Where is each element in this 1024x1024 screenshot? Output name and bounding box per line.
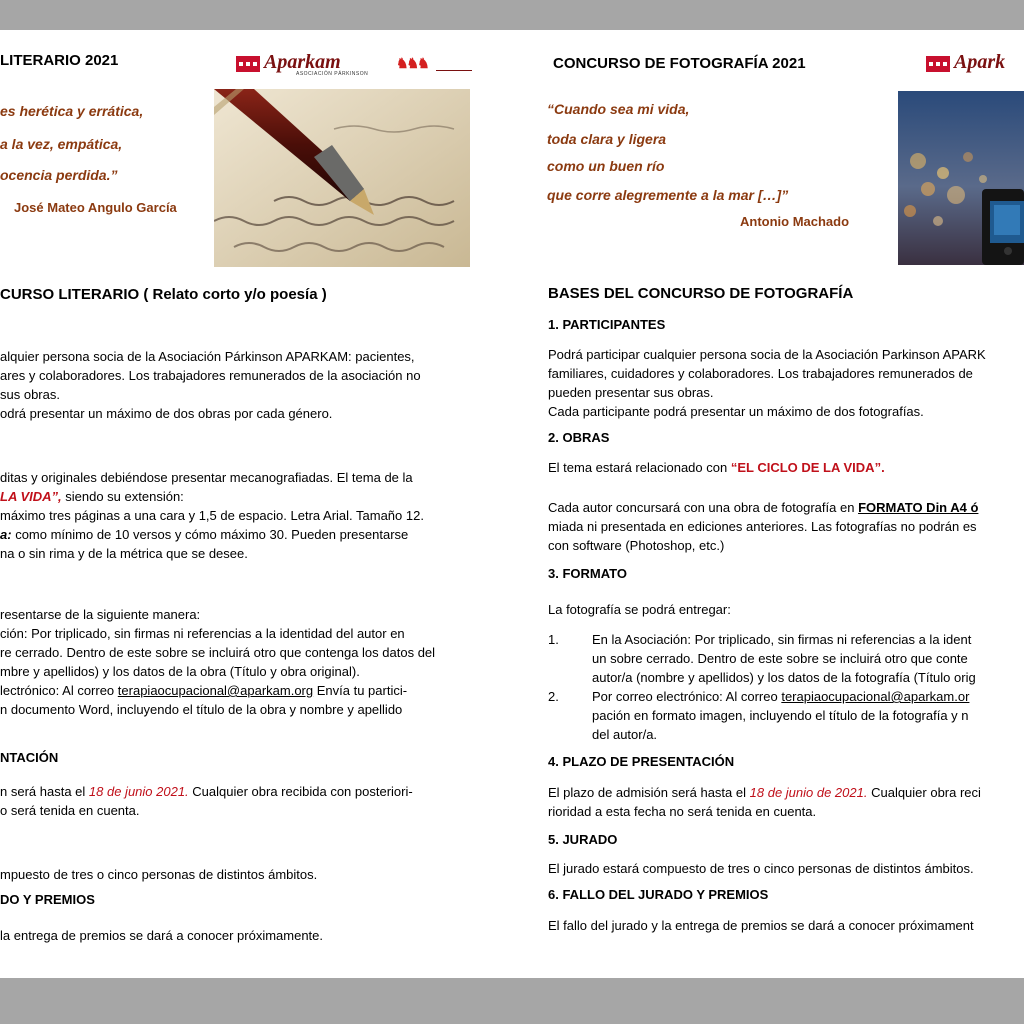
photography-header-title: CONCURSO DE FOTOGRAFÍA 2021 [553, 55, 806, 72]
text-line: alquier persona socia de la Asociación Párkinson APARKAM: pacientes, [0, 349, 415, 364]
text-fragment: n será hasta el [0, 784, 86, 799]
text-line: mbre y apellidos) y los datos de la obra (Título y obra original). [0, 664, 360, 679]
text-line [0, 681, 407, 700]
text-line: Cada participante podrá presentar un máximo de dos fotografías. [548, 404, 924, 419]
quote-line: es herética y errática, [0, 103, 144, 119]
deadline-date: 18 de junio de 2021. [749, 785, 868, 800]
text-line: ditas y originales debiéndose presentar mecanografiadas. El tema de la [0, 470, 413, 485]
text-line: La fotografía se podrá entregar: [548, 602, 731, 617]
text-line [548, 458, 885, 477]
quote-line: como un buen río [547, 158, 665, 174]
format-title: 3. FORMATO [548, 566, 627, 581]
quote-line: “Cuando sea mi vida, [547, 101, 690, 117]
quote-author: Antonio Machado [740, 214, 850, 229]
poetry-prefix: a: [0, 527, 12, 542]
text-fragment: El tema estará relacionado con [548, 460, 728, 475]
literary-bases-title: CURSO LITERARIO ( Relato corto y/o poesía ) [0, 286, 327, 303]
jury-title: 5. JURADO [548, 832, 618, 847]
text-line: con software (Photoshop, etc.) [548, 538, 725, 553]
logo-name: Aparkam [264, 51, 341, 73]
text-line: odrá presentar un máximo de dos obras por cada género. [0, 406, 333, 421]
text-fragment: Envía tu partici- [316, 683, 408, 698]
quote-line: a la vez, empática, [0, 136, 123, 152]
text-line: sus obras. [0, 387, 60, 402]
list-number: 2. [548, 689, 559, 704]
text-line: n documento Word, incluyendo el título de la obra y nombre y apellido [0, 702, 403, 717]
theme-highlight: LA VIDA”, [0, 489, 62, 504]
text-line: miada ni presentada en ediciones anteriores. Las fotografías no podrán es [548, 519, 977, 534]
text-line [548, 498, 978, 517]
text-fragment: lectrónico: Al correo [0, 683, 115, 698]
text-line: rioridad a esta fecha no será tenida en cuenta. [548, 804, 817, 819]
prizes-title: 6. FALLO DEL JURADO Y PREMIOS [548, 887, 769, 902]
theme-highlight: “EL CICLO DE LA VIDA”. [730, 460, 885, 475]
text-line [0, 487, 184, 506]
text-line: del autor/a. [592, 727, 658, 742]
text-fragment: Por correo electrónico: Al correo [592, 689, 778, 704]
text-line: un sobre cerrado. Dentro de este sobre se incluirá otro que conte [592, 651, 968, 666]
text-fragment: Cada autor concursará con una obra de fotografía en [548, 500, 855, 515]
people-figures-icon: ♞♞♞ [396, 55, 428, 71]
brochure-sheet [0, 30, 1024, 978]
text-line [0, 525, 408, 544]
logo-name: Apark [954, 51, 1006, 73]
text-line: na o sin rima y de la métrica que se desee. [0, 546, 248, 561]
text-line: En la Asociación: Por triplicado, sin firmas ni referencias a la ident [592, 632, 972, 647]
text-line: mpuesto de tres o cinco personas de distintos ámbitos. [0, 867, 318, 882]
literary-header-title: LITERARIO 2021 [0, 52, 119, 69]
text-fragment: como mínimo de 10 versos y cómo máximo 30. Pueden presentarse [15, 527, 409, 542]
email-link[interactable]: terapiaocupacional@aparkam.or [781, 689, 970, 704]
text-line [592, 687, 969, 706]
text-line: Podrá participar cualquier persona socia de la Asociación Parkinson APARK [548, 347, 986, 362]
text-line: familiares, cuidadores y colaboradores. Los trabajadores remunerados de [548, 366, 973, 381]
email-link[interactable]: terapiaocupacional@aparkam.org [117, 683, 314, 698]
text-line: o será tenida en cuenta. [0, 803, 140, 818]
text-line: la entrega de premios se dará a conocer próximamente. [0, 928, 324, 943]
list-number: 1. [548, 632, 559, 647]
prizes-title: DO Y PREMIOS [0, 892, 95, 907]
text-line: máximo tres páginas a una cara y 1,5 de espacio. Letra Arial. Tamaño 12. [0, 508, 424, 523]
works-title: 2. OBRAS [548, 430, 610, 445]
aparkam-logo [236, 51, 472, 77]
text-line [0, 782, 413, 801]
photography-bases-title: BASES DEL CONCURSO DE FOTOGRAFÍA [548, 285, 854, 302]
text-line: re cerrado. Dentro de este sobre se incluirá otro que contenga los datos del [0, 645, 436, 660]
literary-panel [0, 30, 520, 978]
text-fragment: siendo su extensión: [65, 489, 184, 504]
text-line: El jurado estará compuesto de tres o cinco personas de distintos ámbitos. [548, 861, 974, 876]
deadline-date: 18 de junio 2021. [88, 784, 189, 799]
photography-panel [520, 30, 1024, 978]
text-line: ción: Por triplicado, sin firmas ni referencias a la identidad del autor en [0, 626, 405, 641]
deadline-title: NTACIÓN [0, 750, 59, 765]
text-line: pueden presentar sus obras. [548, 385, 714, 400]
text-line: pación en formato imagen, incluyendo el título de la fotografía y n [592, 708, 969, 723]
quote-line: toda clara y ligera [547, 131, 667, 147]
format-highlight: FORMATO Din A4 ó [858, 500, 979, 515]
text-fragment: Cualquier obra recibida con posteriori- [192, 784, 413, 799]
text-line [548, 783, 981, 802]
quote-author: José Mateo Angulo García [14, 200, 177, 215]
camera-photo [898, 91, 1024, 265]
participants-title: 1. PARTICIPANTES [548, 317, 666, 332]
logo-subtitle: ASOCIACIÓN PÁRKINSON [296, 71, 369, 77]
text-fragment: Cualquier obra reci [871, 785, 981, 800]
text-line: El fallo del jurado y la entrega de premios se dará a conocer próximament [548, 918, 974, 933]
text-line: ares y colaboradores. Los trabajadores remunerados de la asociación no [0, 368, 421, 383]
deadline-title: 4. PLAZO DE PRESENTACIÓN [548, 754, 735, 769]
fountain-pen-photo [214, 89, 470, 267]
text-line: resentarse de la siguiente manera: [0, 607, 201, 622]
text-line: autor/a (nombre y apellidos) y los datos de la fotografía (Título orig [592, 670, 976, 685]
quote-line: ocencia perdida.” [0, 167, 118, 183]
aparkam-logo [926, 51, 1024, 76]
quote-line: que corre alegremente a la mar […]” [547, 187, 789, 203]
text-fragment: El plazo de admisión será hasta el [548, 785, 747, 800]
